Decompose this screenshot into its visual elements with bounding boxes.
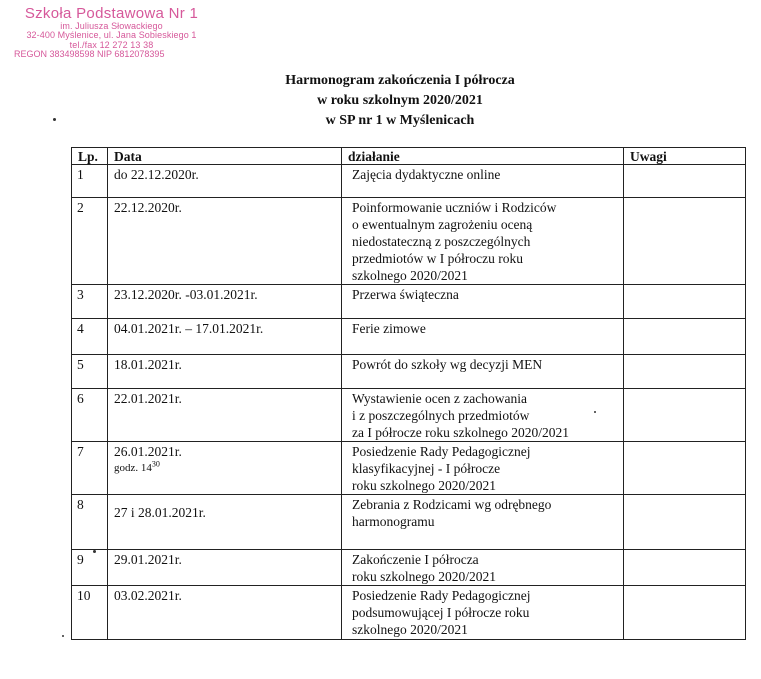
row-notes	[624, 586, 746, 640]
row-action-cell	[342, 550, 624, 586]
scan-speck	[594, 411, 596, 413]
stamp-patron: im. Juliusza Słowackiego	[60, 20, 163, 31]
header-lp: Lp.	[72, 148, 108, 165]
row-date-cell	[108, 550, 342, 586]
row-action-cell	[342, 389, 624, 442]
document-heading	[230, 71, 570, 131]
row-date: 22.12.2020r.	[114, 200, 182, 215]
table-row	[72, 198, 746, 285]
row-date-cell	[108, 319, 342, 355]
row-action-cell	[342, 198, 624, 285]
row-action-line: roku szkolnego 2020/2021	[352, 478, 496, 493]
table-row	[72, 550, 746, 586]
row-action-line: szkolnego 2020/2021	[352, 622, 468, 637]
row-action-line: Posiedzenie Rady Pedagogicznej	[352, 588, 531, 603]
row-date-cell	[108, 285, 342, 319]
table-row	[72, 586, 746, 640]
row-date-cell	[108, 165, 342, 198]
row-action-line: Zakończenie I półrocza	[352, 552, 479, 567]
row-lp: 3	[72, 285, 108, 319]
header-date: Data	[108, 148, 342, 165]
stamp-school-name: Szkoła Podstawowa Nr 1	[24, 5, 199, 22]
row-action-cell	[342, 165, 624, 198]
row-action-line: i z poszczególnych przedmiotów	[352, 408, 530, 423]
heading-line-3: w SP nr 1 w Myślenicach	[325, 113, 475, 128]
row-date-cell	[108, 495, 342, 550]
row-action-cell	[342, 586, 624, 640]
row-action-cell	[342, 319, 624, 355]
row-lp: 10	[72, 586, 108, 640]
row-date: 27 i 28.01.2021r.	[114, 505, 206, 520]
row-action-line: Wystawienie ocen z zachowania	[352, 391, 527, 406]
row-action-line: Posiedzenie Rady Pedagogicznej	[352, 444, 531, 459]
row-action-cell	[342, 355, 624, 389]
table-row	[72, 389, 746, 442]
row-action-line: klasyfikacyjnej - I półrocze	[352, 461, 501, 476]
row-notes	[624, 319, 746, 355]
row-notes	[624, 355, 746, 389]
heading-line-1: Harmonogram zakończenia I półrocza	[285, 73, 515, 88]
row-action-line: niedostateczną z poszczególnych	[352, 234, 531, 249]
row-action-line: podsumowującej I półrocze roku	[352, 605, 530, 620]
row-notes	[624, 495, 746, 550]
row-action-cell	[342, 285, 624, 319]
stamp-regon: REGON 383498598 NIP 6812078395	[14, 49, 165, 60]
row-notes	[624, 442, 746, 495]
row-lp: 5	[72, 355, 108, 389]
row-lp: 9	[72, 550, 108, 586]
row-date: 23.12.2020r. -03.01.2021r.	[114, 287, 258, 302]
row-action-line: harmonogramu	[352, 514, 435, 529]
row-date: 29.01.2021r.	[114, 552, 182, 567]
row-date-cell	[108, 586, 342, 640]
row-date: 03.02.2021r.	[114, 588, 182, 603]
row-action-line: szkolnego 2020/2021	[352, 268, 468, 283]
school-stamp	[14, 6, 209, 60]
row-action-line: Zebrania z Rodzicami wg odrębnego	[352, 497, 552, 512]
row-action-line: Powrót do szkoły wg decyzji MEN	[352, 357, 543, 372]
row-action-cell	[342, 495, 624, 550]
table-row	[72, 165, 746, 198]
row-date: 22.01.2021r.	[114, 391, 182, 406]
row-date: 26.01.2021r.	[114, 444, 182, 459]
header-action: działanie	[342, 148, 624, 165]
stamp-phone: tel./fax 12 272 13 38	[69, 39, 154, 50]
schedule-table	[71, 147, 746, 640]
row-action-line: Przerwa świąteczna	[352, 287, 459, 302]
header-notes: Uwagi	[624, 148, 746, 165]
table-row	[72, 495, 746, 550]
row-lp: 1	[72, 165, 108, 198]
row-action-cell	[342, 442, 624, 495]
scan-speck	[53, 118, 56, 121]
row-lp: 4	[72, 319, 108, 355]
heading-line-2: w roku szkolnym 2020/2021	[317, 93, 483, 108]
scan-speck	[93, 550, 96, 553]
row-action-line: roku szkolnego 2020/2021	[352, 569, 496, 584]
scan-speck	[62, 635, 64, 637]
table-row	[72, 285, 746, 319]
row-action-line: za I półrocze roku szkolnego 2020/2021	[352, 425, 570, 440]
row-time	[114, 460, 335, 477]
row-time-minutes: 30	[151, 459, 160, 469]
row-date: do 22.12.2020r.	[114, 167, 199, 182]
row-notes	[624, 389, 746, 442]
row-date-cell	[108, 442, 342, 495]
row-date-cell	[108, 198, 342, 285]
table-row	[72, 355, 746, 389]
row-action-line: o ewentualnym zagrożeniu oceną	[352, 217, 533, 232]
row-date: 18.01.2021r.	[114, 357, 182, 372]
row-action-line: Ferie zimowe	[352, 321, 426, 336]
row-action-line: Zajęcia dydaktyczne online	[352, 167, 501, 182]
row-lp: 2	[72, 198, 108, 285]
table-row	[72, 319, 746, 355]
row-action-line: przedmiotów w I półroczu roku	[352, 251, 523, 266]
stamp-address: 32-400 Myślenice, ul. Jana Sobieskiego 1	[26, 30, 197, 41]
table-header-row	[72, 148, 746, 165]
row-date-cell	[108, 355, 342, 389]
row-lp: 8	[72, 495, 108, 550]
row-notes	[624, 550, 746, 586]
row-action-line: Poinformowanie uczniów i Rodziców	[352, 200, 557, 215]
row-time-label: godz. 14	[114, 462, 152, 474]
row-date-cell	[108, 389, 342, 442]
row-notes	[624, 198, 746, 285]
row-lp: 7	[72, 442, 108, 495]
row-notes	[624, 285, 746, 319]
table-row	[72, 442, 746, 495]
row-date: 04.01.2021r. – 17.01.2021r.	[114, 321, 264, 336]
row-notes	[624, 165, 746, 198]
row-lp: 6	[72, 389, 108, 442]
